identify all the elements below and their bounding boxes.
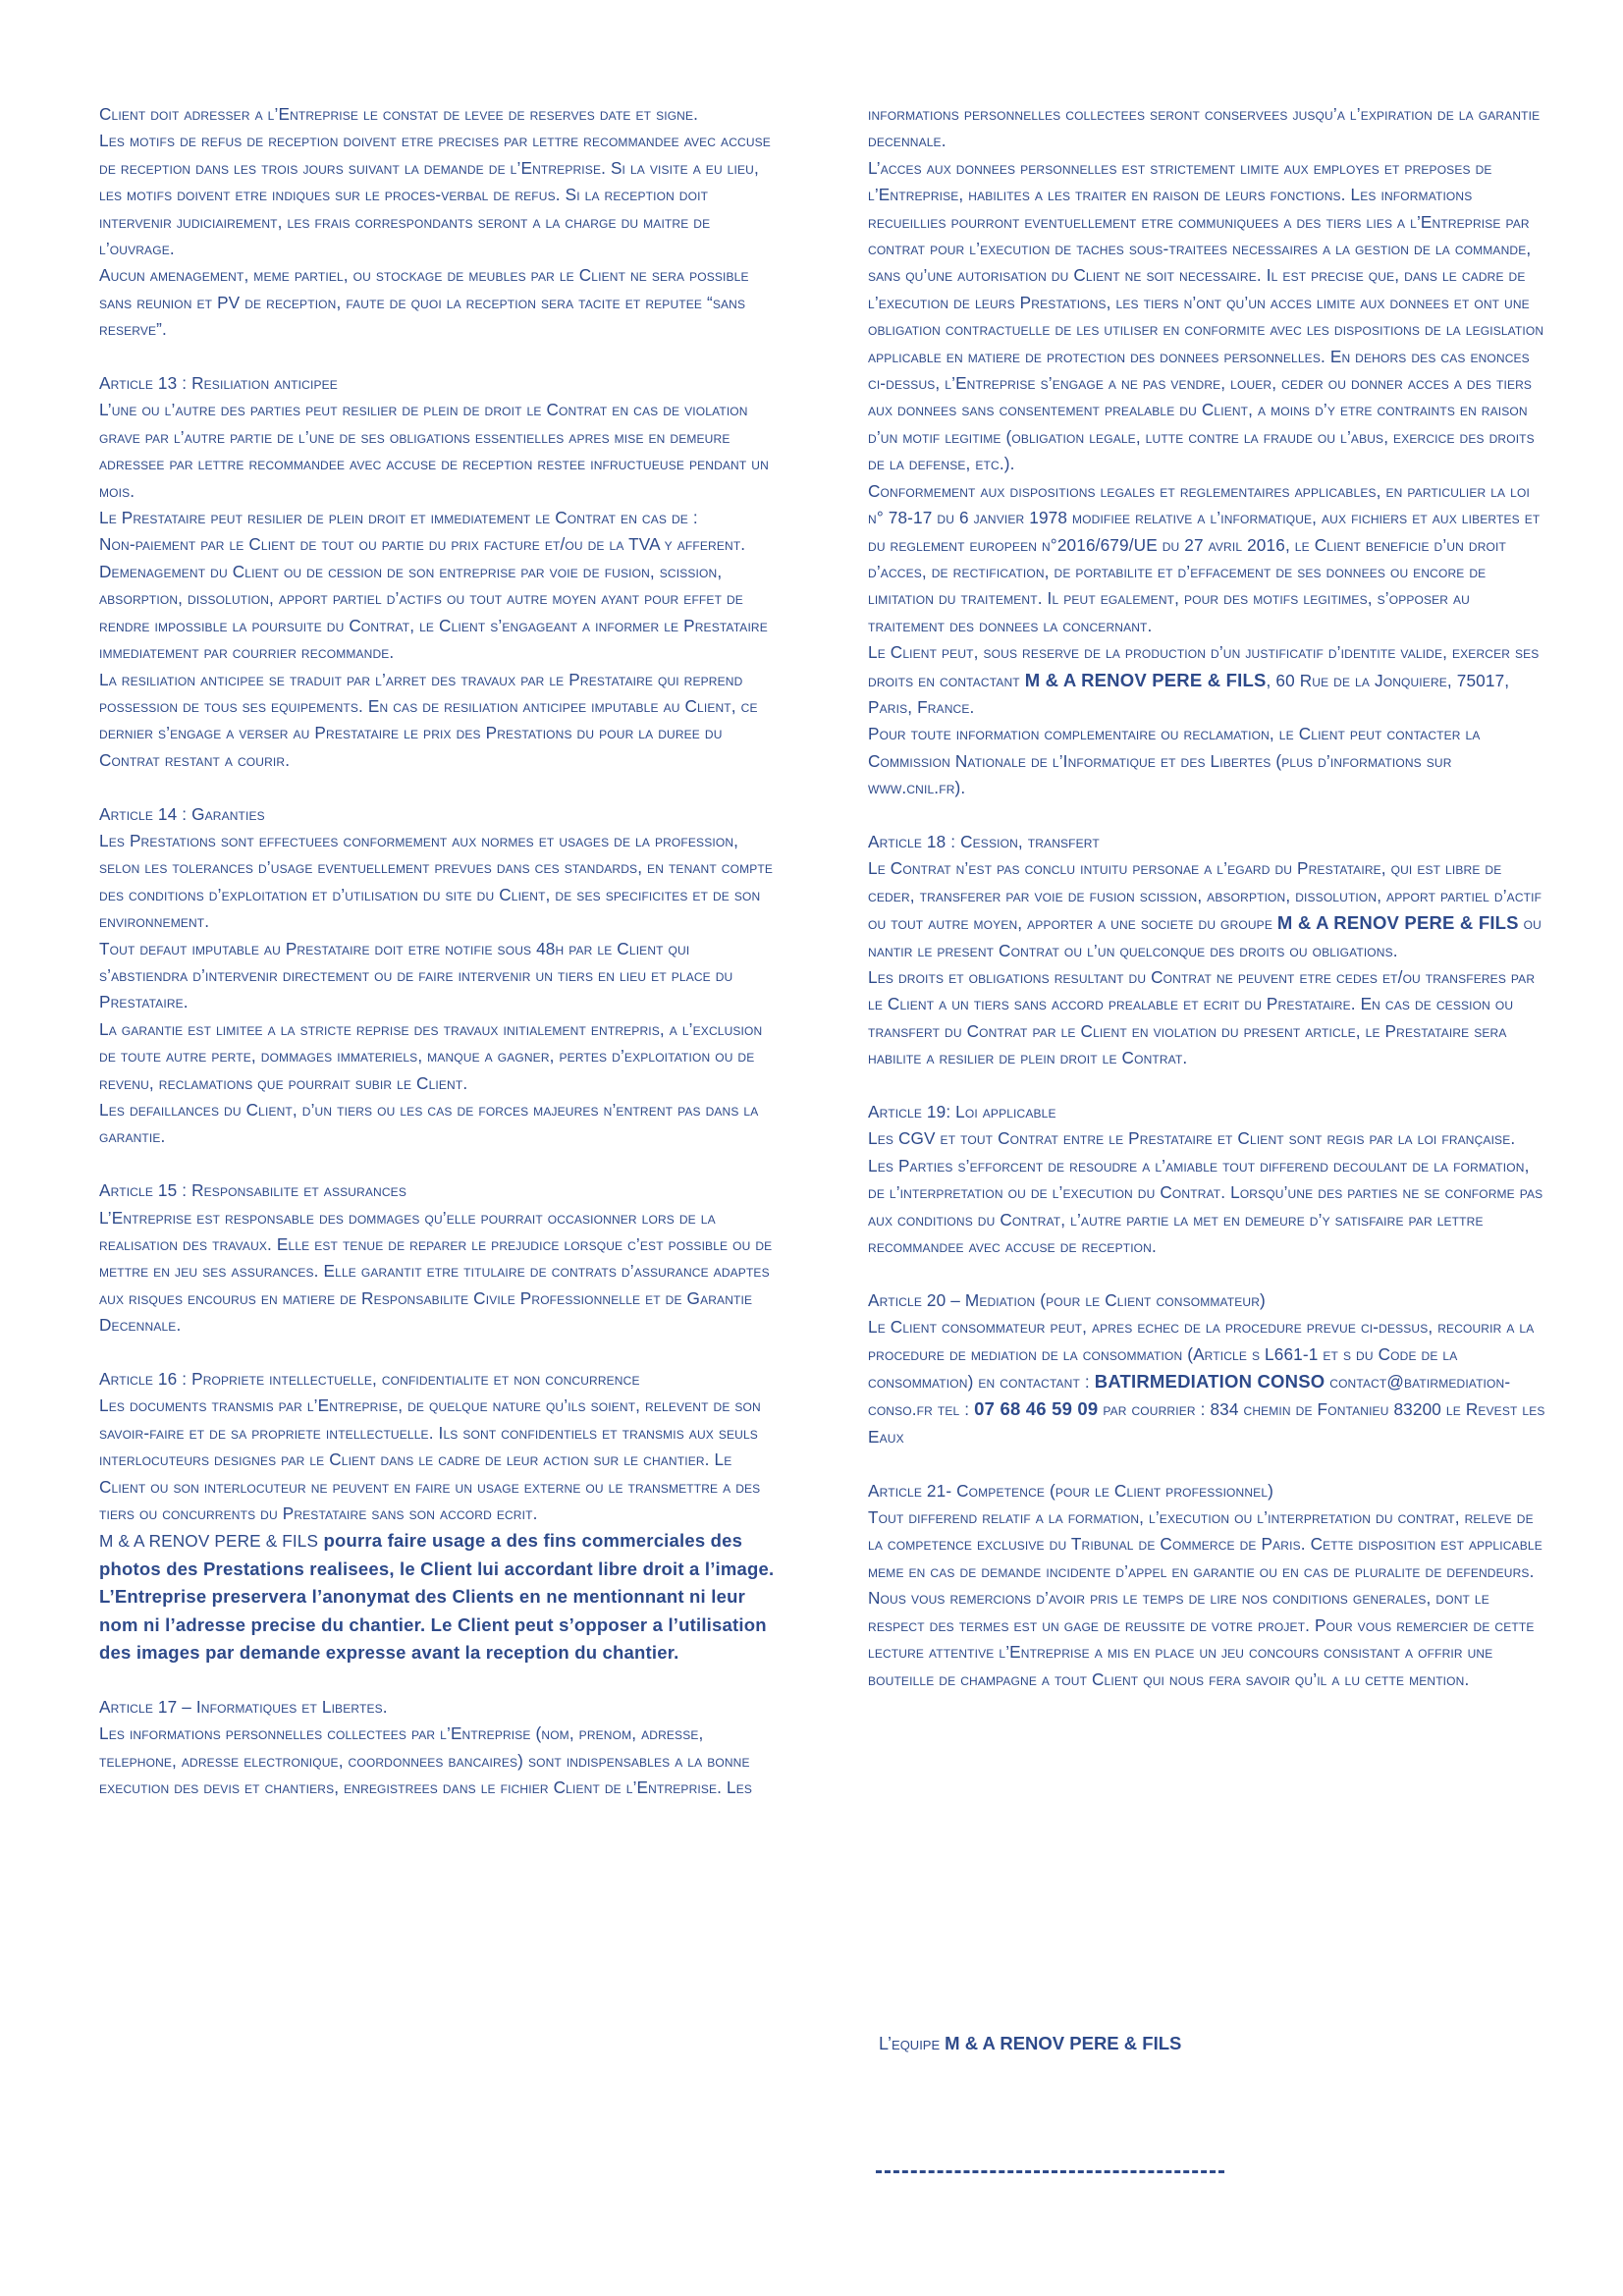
paragraph: Le Prestataire peut resilier de plein droit et immediatement le Contrat en cas de : <box>99 508 698 528</box>
article-heading: Article 18 : Cession, transfert <box>868 831 1100 851</box>
paragraph: La resiliation anticipee se traduit par l’arret des travaux par le Prestataire qui reprend possession de tous ses equipements. En cas de resiliation anticipee imputable au Client, ce dernier s’engage a verser au Prestataire le prix des Prestations du pour la duree du Contrat restant a courir. <box>99 669 758 770</box>
paragraph-gap <box>99 1151 777 1177</box>
paragraph: L’une ou l’autre des parties peut resilier de plein de droit le Contrat en cas de violation grave par l’autre partie de l’une de ses obligations essentielles apres mise en demeure adressee par lettre recommandee avec accuse de reception restee infructueuse pendant un mois. <box>99 400 769 501</box>
emphasis-text: BATIRMEDIATION CONSO <box>1094 1371 1325 1393</box>
paragraph: Les CGV et tout Contrat entre le Prestataire et Client sont regis par la loi française. <box>868 1128 1516 1149</box>
paragraph-gap <box>99 774 777 800</box>
paragraph: Aucun amenagement, meme partiel, ou stockage de meubles par le Client ne sera possible sans reunion et PV de reception, faute de quoi la reception sera tacite et reputee “sans reserve”. <box>99 265 749 340</box>
paragraph: Les informations personnelles collectees par l’Entreprise (nom, prenom, adresse, telephone, adresse electronique, coordonnees bancaires) sont indispensables a la bonne execution des devis et chantiers, enregistrees dans le fichier Client de l’Entreprise. Les <box>99 1723 753 1798</box>
paragraph-gap <box>868 1260 1545 1286</box>
paragraph: Nous vous remercions d’avoir pris le temps de lire nos conditions generales, dont le respect des termes est un gage de reussite de votre projet. Pour vous remercier de cette lecture attentive l’Entreprise a mis en place un jeu concours consistant a offrir une bouteille de champagne a tout Client qui nous fera savoir qu’il a lu cette mention. <box>868 1588 1535 1689</box>
paragraph: L’Entreprise est responsable des dommages qu’elle pourrait occasionner lors de la realisation des travaux. Elle est tenue de reparer le prejudice lorsque c’est possible ou de mettre en jeu ses assurances. Elle garantit etre titulaire de contrats d’assurance adaptes aux risques encourus en matiere de Responsabilite Civile Professionnelle et de Garantie Decennale. <box>99 1207 773 1336</box>
left-column <box>99 101 777 1802</box>
paragraph: Les Prestations sont effectuees conformement aux normes et usages de la profession, selon les tolerances d’usage eventuellement prevues dans ces standards, en tenant compte des conditions d’exploitation et d’utilisation du site du Client, de ses specificites et de son environnement. <box>99 830 774 932</box>
paragraph-gap <box>868 802 1545 829</box>
paragraph: L’acces aux donnees personnelles est strictement limite aux employes et preposes de l’Entreprise, habilites a les traiter en raison de leurs fonctions. Les informations recueillies pourront eventuellement etre communiquees a des tiers lies a l’Entreprise par contrat pour l’execution de taches sous-traitees necessaires a la gestion de la commande, sans qu’une autorisation du Client ne soit necessaire. Il est precise que, dans le cadre de l’execution de leurs Prestations, les tiers n’ont qu’un acces limite aux donnees et ont une obligation contractuelle de les utiliser en conformite avec les dispositions de la legislation applicable en matiere de protection des donnees personnelles. En dehors des cas enonces ci-dessus, l’Entreprise s’engage a ne pas vendre, louer, ceder ou donner acces a des tiers aux donnees sans consentement prealable du Client, a moins d’y etre contraints en raison d’un motif legitime (obligation legale, lutte contre la fraude ou l’abus, exercice des droits de la defense, etc.). <box>868 157 1544 474</box>
paragraph-gap <box>99 1667 777 1694</box>
paragraph-gap <box>99 1339 777 1366</box>
article-heading: Article 14 : Garanties <box>99 803 265 824</box>
paragraph: Tout defaut imputable au Prestataire doit etre notifie sous 48h par le Client qui s’abstiendra d’intervenir directement ou de faire intervenir un tiers en lieu et place du Prestataire. <box>99 938 733 1012</box>
right-column <box>868 101 1545 1693</box>
article-heading: Article 20 – Mediation (pour le Client consommateur) <box>868 1289 1266 1310</box>
signature <box>879 2033 1181 2054</box>
article-heading: Article 16 : Propriete intellectuelle, confidentialite et non concurrence <box>99 1369 640 1390</box>
paragraph-gap <box>99 344 777 370</box>
paragraph-gap <box>868 1450 1545 1477</box>
paragraph: Le Contrat n’est pas conclu intuitu personae a l’egard du Prestataire, qui est libre de ceder, transferer par voie de fusion scission, absorption, dissolution, apport partiel d’actif ou tout autre moyen, apporter a une societe du groupe M & A RENOV PERE & FILS ou nantir le present Contrat ou l’un quelconque des droits ou obligations. <box>868 858 1542 960</box>
paragraph: Pour toute information complementaire ou reclamation, le Client peut contacter la Commission Nationale de l’Informatique et des Libertes (plus d’informations sur www.cnil.fr). <box>868 724 1481 798</box>
paragraph: Le Client consommateur peut, apres echec de la procedure prevue ci-dessus, recourir a la procedure de mediation de la consommation (Article s L661-1 et s du Code de la consommation) en contactant : BATIRMEDIATION CONSO contact@batirmediation-conso.fr tel : 07 68 46 59 09 par courrier : 834 chemin de Fontanieu 83200 le Revest les Eaux <box>868 1317 1545 1447</box>
paragraph: Tout differend relatif a la formation, l’execution ou l’interpretation du contrat, releve de la competence exclusive du Tribunal de Commerce de Paris. Cette disposition est applicable meme en cas de demande incidente d’appel en garantie ou en cas de pluralite de defendeurs. <box>868 1507 1542 1581</box>
signature-prefix: L’equipe <box>879 2034 946 2053</box>
paragraph: Demenagement du Client ou de cession de son entreprise par voie de fusion, scission, absorption, dissolution, apport partiel d’actifs ou tout autre moyen ayant pour effet de rendre impossible la poursuite du Contrat, le Client s’engageant a informer le Prestataire immediatement par courrier recommande. <box>99 561 768 663</box>
paragraph: Client doit adresser a l’Entreprise le constat de levee de reserves date et signe. <box>99 104 699 124</box>
emphasis-text: 07 68 46 59 09 <box>974 1398 1099 1420</box>
emphasis-text: M & A RENOV PERE & FILS <box>1024 669 1267 690</box>
paragraph-gap <box>868 1072 1545 1099</box>
paragraph: Les defaillances du Client, d’un tiers ou les cas de forces majeures n’entrent pas dans la garantie. <box>99 1100 759 1147</box>
paragraph: Conformement aux dispositions legales et reglementaires applicables, en particulier la loi n° 78-17 du 6 janvier 1978 modifiee relative a l’informatique, aux fichiers et aux libertes et du reglement europeen n°2016/679/UE du 27 avril 2016, le Client beneficie d’un droit d’acces, de rectification, de portabilite et d’effacement de ses donnees ou encore de limitation du traitement. Il peut egalement, pour des motifs legitimes, s’opposer au traitement des donnees la concernant. <box>868 480 1541 635</box>
article-heading: Article 13 : Resiliation anticipee <box>99 373 338 394</box>
paragraph: M & A RENOV PERE & FILS pourra faire usage a des fins commerciales des photos des Prestations realisees, le Client lui accordant libre droit a l’image. L’Entreprise preservera l’anonymat des Clients en ne mentionnant ni leur nom ni l’adresse precise du chantier. Le Client peut s’opposer a l’utilisation des images par demande expresse avant la reception du chantier. <box>99 1530 775 1664</box>
emphasis-text: pourra faire usage a des fins commerciales des photos des Prestations realisees, le Client lui accordant libre droit a l’image. L’Entreprise preservera l’anonymat des Clients en ne mentionnant ni leur nom ni l’adresse precise du chantier. Le Client peut s’opposer a l’utilisation des images par demande expresse avant la reception du chantier. <box>99 1530 775 1664</box>
paragraph: Les Parties s’efforcent de resoudre a l’amiable tout differend decoulant de la formation, de l’interpretation ou de l’execution du Contrat. Lorsqu’une des parties ne se conforme pas aux conditions du Contrat, l’autre partie la met en demeure d’y satisfaire par lettre recommandee avec accuse de reception. <box>868 1155 1543 1257</box>
article-heading: Article 19: Loi applicable <box>868 1102 1056 1121</box>
paragraph: Les droits et obligations resultant du Contrat ne peuvent etre cedes et/ou transferes par le Client a un tiers sans accord prealable et ecrit du Prestataire. En cas de cession ou transfert du Contrat par le Client en violation du present article, le Prestataire sera habilite a resilier de plein droit le Contrat. <box>868 966 1536 1068</box>
paragraph: Les documents transmis par l’Entreprise, de quelque nature qu’ils soient, relevent de son savoir-faire et de sa propriete intellectuelle. Ils sont confidentiels et transmis aux seuls interlocuteurs designes par le Client dans le cadre de leur action sur le chantier. Le Client ou son interlocuteur ne peuvent en faire un usage externe ou le transmettre a des tiers ou concurrents du Prestataire sans son accord ecrit. <box>99 1395 761 1524</box>
signature-company: M & A RENOV PERE & FILS <box>945 2033 1182 2053</box>
signature-line <box>876 2170 1224 2173</box>
paragraph: Le Client peut, sous reserve de la production d’un justificatif d’identite valide, exercer ses droits en contactant M & A RENOV PERE & FILS, 60 Rue de la Jonquiere, 75017, Paris, France. <box>868 642 1540 717</box>
article-heading: Article 15 : Responsabilite et assurances <box>99 1180 406 1201</box>
paragraph: informations personnelles collectees seront conservees jusqu’a l’expiration de la garantie decennale. <box>868 104 1541 151</box>
paragraph: La garantie est limitee a la stricte reprise des travaux initialement entrepris, a l’exclusion de toute autre perte, dommages immateriels, manque a gagner, pertes d’exploitation ou de revenu, reclamations que pourrait subir le Client. <box>99 1018 763 1093</box>
paragraph: Non-paiement par le Client de tout ou partie du prix facture et/ou de la TVA y afferent. <box>99 534 746 555</box>
article-heading: Article 21- Competence (pour le Client professionnel) <box>868 1480 1274 1501</box>
paragraph: Les motifs de refus de reception doivent etre precises par lettre recommandee avec accuse de reception dans les trois jours suivant la demande de l’Entreprise. Si la visite a eu lieu, les motifs doivent etre indiques sur le proces-verbal de refus. Si la reception doit intervenir judiciairement, les frais correspondants seront a la charge du maitre de l’ouvrage. <box>99 131 771 259</box>
article-heading: Article 17 – Informatiques et Libertes. <box>99 1696 388 1717</box>
emphasis-text: M & A RENOV PERE & FILS <box>1276 912 1519 934</box>
